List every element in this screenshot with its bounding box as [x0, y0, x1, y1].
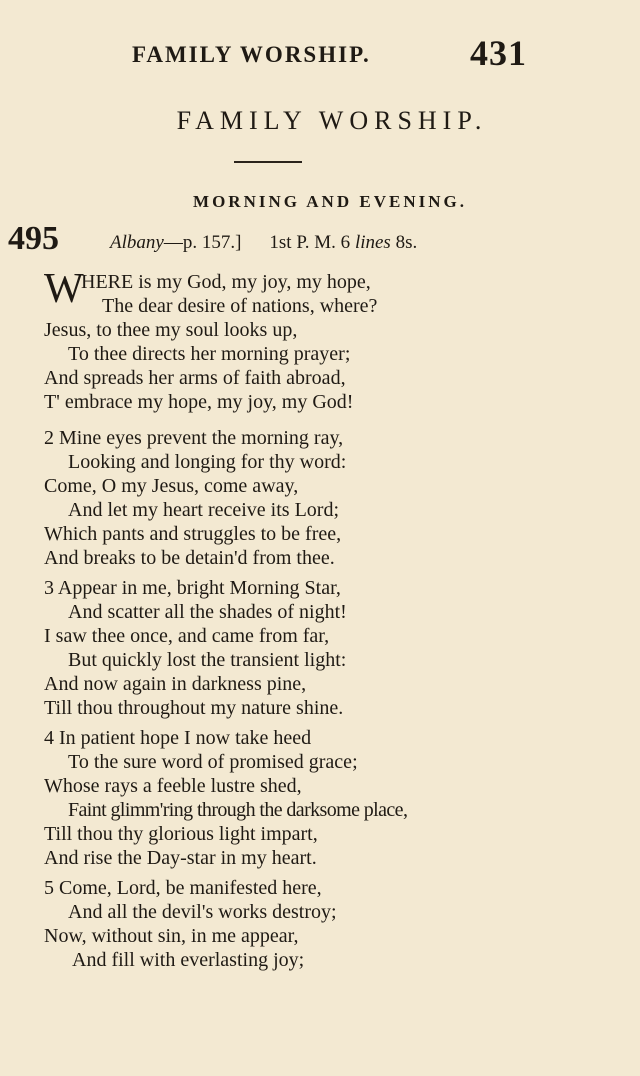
verse-line: 2 Mine eyes prevent the morning ray, — [44, 427, 344, 449]
stanza-5 — [44, 876, 624, 986]
verse-line: Till thou thy glorious light impart, — [44, 823, 318, 845]
verse-line: HERE is my God, my joy, my hope, — [81, 271, 371, 293]
verse-line: And rise the Day-star in my heart. — [44, 847, 317, 869]
verse-line: And breaks to be detain'd from thee. — [44, 547, 335, 569]
section-title: FAMILY WORSHIP. — [176, 106, 488, 135]
running-title: FAMILY WORSHIP. — [132, 42, 371, 67]
meter: 1st P. M. 6 — [269, 232, 351, 253]
verse-line: And all the devil's works destroy; — [68, 901, 337, 923]
verse-line: And spreads her arms of faith abroad, — [44, 367, 346, 389]
verse-line: Jesus, to thee my soul looks up, — [44, 319, 298, 341]
drop-cap: W — [44, 266, 84, 312]
verse-line: And scatter all the shades of night! — [68, 601, 347, 623]
meter-suffix: 8s. — [395, 232, 418, 253]
tune-line — [110, 232, 417, 254]
running-head — [0, 33, 640, 76]
verse-line: Whose rays a feeble lustre shed, — [44, 775, 302, 797]
stanza-4 — [44, 726, 624, 876]
subsection-title: MORNING AND EVENING. — [193, 192, 467, 211]
meter-lines: lines — [354, 232, 391, 253]
verse-line: 3 Appear in me, bright Morning Star, — [44, 577, 341, 599]
verse-line: I saw thee once, and came from far, — [44, 625, 330, 647]
stanza-1 — [44, 266, 624, 420]
tune-reference: —p. 157.] — [163, 232, 242, 253]
verse-line: Now, without sin, in me appear, — [44, 925, 299, 947]
verse-line: 4 In patient hope I now take heed — [44, 727, 312, 749]
verse-line: The dear desire of nations, where? — [102, 295, 378, 317]
verse-line: To thee directs her morning prayer; — [68, 343, 351, 365]
verse-line: Till thou throughout my nature shine. — [44, 697, 344, 719]
page-number: 431 — [470, 33, 527, 73]
verse-line: But quickly lost the transient light: — [68, 649, 347, 671]
tune-name: Albany — [110, 232, 164, 253]
verse-line: 5 Come, Lord, be manifested here, — [44, 877, 322, 899]
verse-line: T' embrace my hope, my joy, my God! — [44, 391, 354, 413]
verse-line: Which pants and struggles to be free, — [44, 523, 342, 545]
verse-line: To the sure word of promised grace; — [68, 751, 358, 773]
hymn-number: 495 — [8, 220, 59, 257]
verse-line: Faint glimm'ring through the darksome place, — [68, 799, 408, 821]
stanza-3 — [44, 576, 624, 726]
verse-line: And let my heart receive its Lord; — [68, 499, 340, 521]
stanza-2 — [44, 426, 624, 576]
verse-line: And fill with everlasting joy; — [72, 949, 305, 971]
divider-rule — [234, 161, 302, 163]
verse-line: And now again in darkness pine, — [44, 673, 307, 695]
verse-line: Looking and longing for thy word: — [68, 451, 347, 473]
verse-line: Come, O my Jesus, come away, — [44, 475, 299, 497]
